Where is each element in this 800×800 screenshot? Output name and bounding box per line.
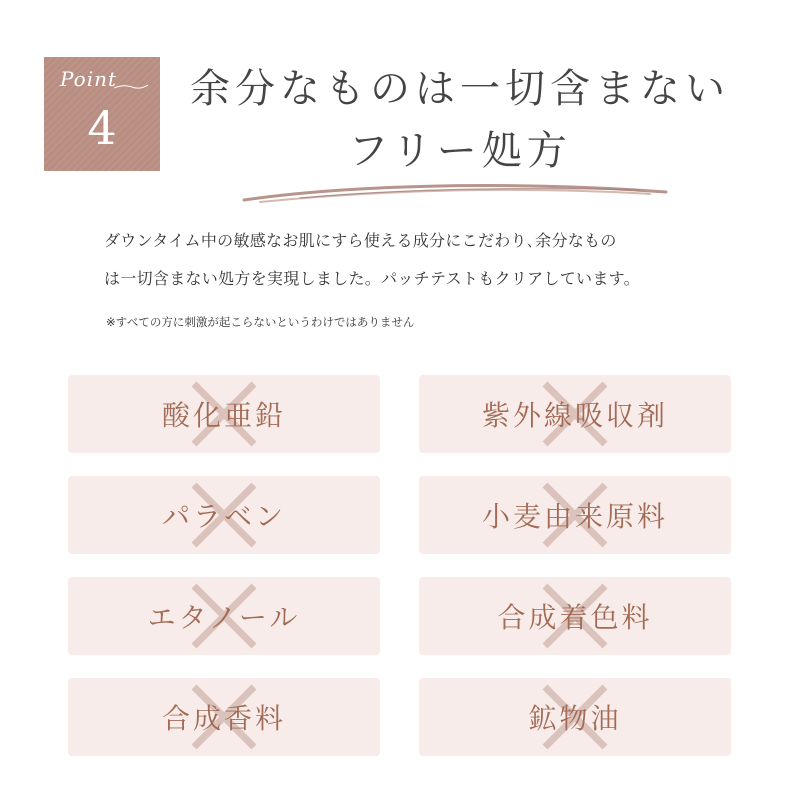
free-from-label: 小麦由来原料 (481, 500, 668, 533)
free-from-card (419, 375, 731, 453)
free-from-card (419, 476, 731, 554)
point-number: 4 (87, 101, 117, 155)
free-from-card (68, 577, 380, 655)
free-from-label: 鉱物油 (528, 702, 622, 735)
free-from-label: 合成着色料 (497, 601, 653, 634)
disclaimer-note: ※すべての方に刺激が起こらないというわけではありません (106, 315, 415, 329)
headline-line-2: フリー処方 (348, 128, 572, 174)
point-badge (44, 57, 160, 171)
free-from-label: 合成香料 (161, 702, 286, 735)
free-from-label: エタノール (147, 601, 301, 634)
body-line-1: ダウンタイム中の敏感なお肌にすら使える成分にこだわり､余分なもの (104, 231, 617, 250)
point-script-text: Point (60, 67, 118, 91)
brush-underline-icon (240, 178, 670, 208)
free-from-card (419, 577, 731, 655)
free-from-card (68, 375, 380, 453)
body-text (104, 222, 744, 298)
swash-decoration-icon (114, 83, 148, 91)
free-from-card (419, 678, 731, 756)
headline-line-1: 余分なものは一切含まない (190, 66, 730, 112)
free-from-label: パラベン (161, 500, 286, 533)
headline (170, 58, 750, 182)
free-from-label: 紫外線吸収剤 (481, 399, 668, 432)
body-line-2: は一切含まない処方を実現しました。パッチテストもクリアしています。 (104, 269, 640, 288)
free-from-label: 酸化亜鉛 (161, 399, 286, 432)
free-from-card (68, 476, 380, 554)
free-from-card (68, 678, 380, 756)
